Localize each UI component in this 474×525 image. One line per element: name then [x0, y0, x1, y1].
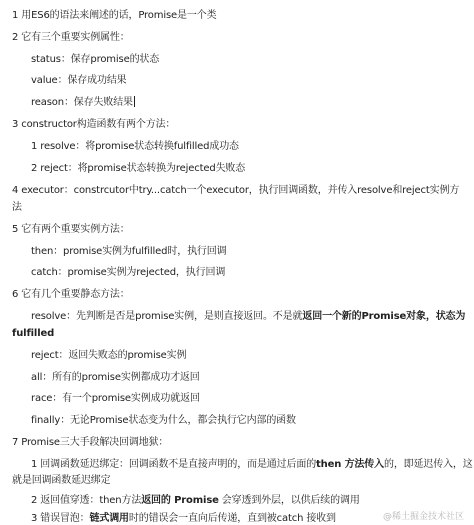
- item-2-reason-text: reason：保存失败结果: [31, 97, 133, 108]
- item-6: 6 它有几个重要静态方法：: [12, 289, 130, 300]
- item-3-resolve: 1 resolve：将promise状态转换fulfilled成功态: [31, 141, 239, 152]
- item-6-resolve: [31, 310, 465, 323]
- text-cursor: [134, 96, 135, 107]
- item-3: 3 constructor构造函数有两个方法：: [12, 119, 176, 130]
- item-6-resolve-bold: 返回一个新的Promise对象，状态为: [302, 311, 466, 322]
- item-6-finally: finally：无论Promise状态变为什么，都会执行它内部的函数: [31, 415, 296, 426]
- item-4: 4 executor：constrcutor中try...catch一个executor，执行回调函数，并传入resolve和reject实例方: [12, 185, 460, 196]
- item-7-delay-tail: 的，即延迟传入，这: [383, 459, 473, 470]
- item-5: 5 它有两个重要实例方法：: [12, 224, 130, 235]
- item-2: 2 它有三个重要实例属性：: [12, 32, 130, 43]
- item-2-value: value：保存成功结果: [31, 75, 127, 86]
- item-4-wrap: 法: [12, 202, 22, 213]
- item-7: 7 Promise三大手段解决回调地狱：: [12, 437, 169, 448]
- item-6-race: race：有一个promise实例成功就返回: [31, 393, 200, 404]
- item-7-bubble-text: 3 错误冒泡：: [31, 513, 90, 524]
- item-6-resolve-wrap: fulfilled: [12, 328, 55, 339]
- item-6-all: all：所有的promise实例都成功才返回: [31, 372, 200, 383]
- item-7-bubble-tail: 时的错误会一直向后传递，直到被catch 接收到: [128, 513, 336, 524]
- item-7-penetrate-text: 2 返回值穿透：then方法: [31, 495, 142, 506]
- item-7-bubble: [31, 512, 336, 525]
- item-7-delay-text: 1 回调函数延迟绑定：回调函数不是直接声明的，而是通过后面的: [31, 459, 317, 470]
- item-2-status: status：保存promise的状态: [31, 54, 160, 65]
- item-3-reject: 2 reject：将promise状态转换为rejected失败态: [31, 163, 246, 174]
- item-5-catch: catch：promise实例为rejected，执行回调: [31, 267, 226, 278]
- item-7-penetrate-tail: 会穿透到外层，以供后续的调用: [218, 495, 360, 506]
- item-7-delay-bold: then 方法传入: [316, 459, 384, 470]
- item-7-penetrate-bold: 返回的 Promise: [141, 495, 219, 506]
- item-1: 1 用ES6的语法来阐述的话，Promise是一个类: [12, 10, 217, 21]
- item-7-penetrate: [31, 494, 360, 507]
- item-7-delay: [31, 458, 473, 471]
- item-6-reject: reject：返回失败态的promise实例: [31, 350, 187, 361]
- watermark: @稀土掘金技术社区: [382, 512, 464, 522]
- item-2-reason: [31, 96, 135, 109]
- item-7-bubble-bold: 链式调用: [89, 513, 129, 524]
- item-6-resolve-text: resolve：先判断是否是promise实例，是则直接返回。不是就: [31, 311, 303, 322]
- item-5-then: then：promise实例为fulfilled时，执行回调: [31, 246, 227, 257]
- item-7-delay-wrap: 就是回调函数延迟绑定: [12, 475, 111, 486]
